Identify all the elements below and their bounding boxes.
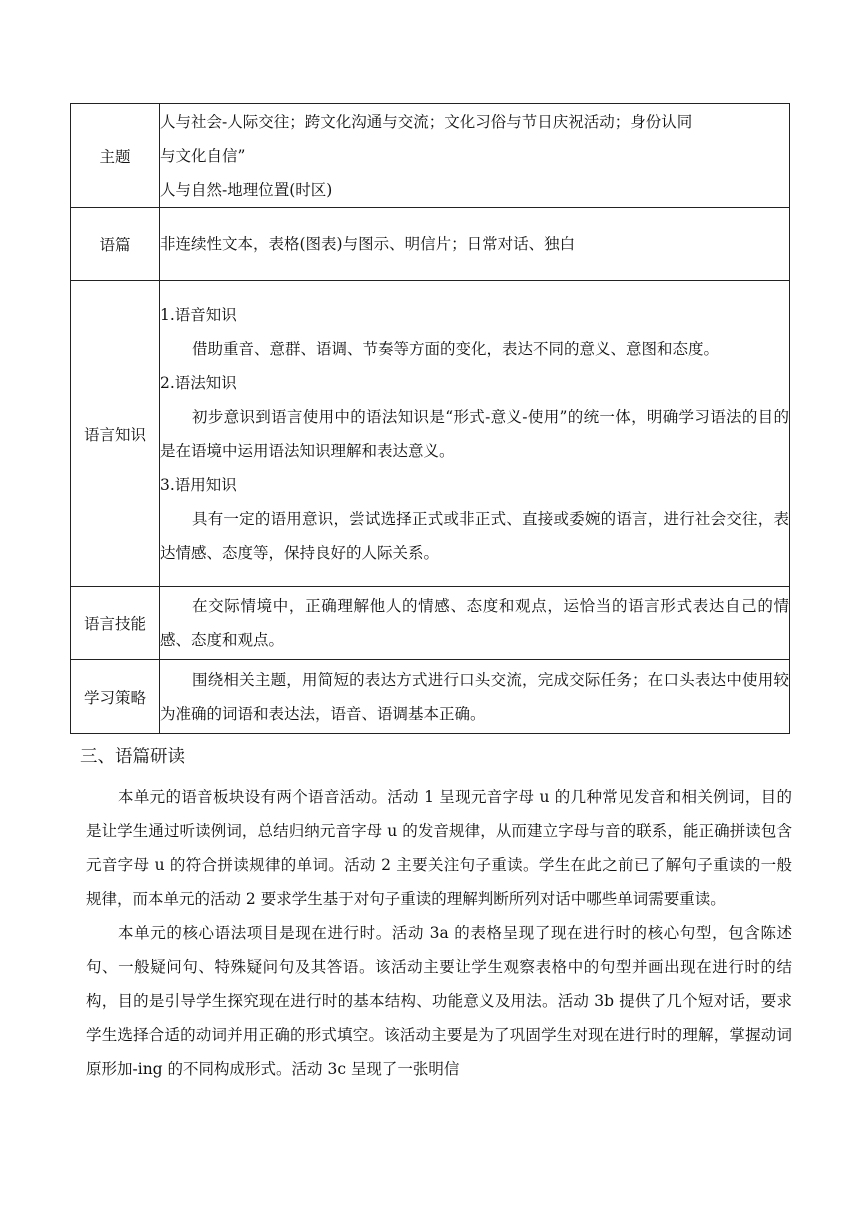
row-label-theme: 主题 [71, 104, 160, 208]
knowledge-text-phonetics: 借助重音、意群、语调、节奏等方面的变化，表达不同的意义、意图和态度。 [192, 339, 720, 358]
knowledge-content [160, 281, 790, 587]
table-row-knowledge [71, 281, 790, 587]
table-row-discourse [71, 208, 790, 281]
table-row-strategy [71, 660, 790, 734]
row-label-skills: 语言技能 [71, 587, 160, 660]
knowledge-heading-grammar: 2.语法知识 [160, 373, 237, 392]
skills-content [160, 587, 790, 660]
knowledge-text-grammar: 初步意识到语言使用中的语法知识是“形式-意义-使用”的统一体，明确学习语法的目的是在语境中运用语法知识理解和表达意义。 [160, 407, 789, 460]
theme-line-2: 与文化自信” [160, 146, 246, 165]
row-label-knowledge: 语言知识 [71, 281, 160, 587]
row-label-strategy: 学习策略 [71, 660, 160, 734]
section-heading: 三、语篇研读 [80, 747, 185, 767]
table-row-skills [71, 587, 790, 660]
knowledge-text-pragmatics: 具有一定的语用意识，尝试选择正式或非正式、直接或委婉的语言，进行社会交往，表达情感、态度等，保持良好的人际关系。 [160, 509, 789, 562]
skills-text: 在交际情境中，正确理解他人的情感、态度和观点，运恰当的语言形式表达自己的情感、态度和观点。 [160, 597, 789, 649]
section-body [86, 780, 792, 1086]
theme-line-1: 人与社会-人际交往；跨文化沟通与交流；文化习俗与节日庆祝活动；身份认同 [160, 112, 693, 131]
knowledge-heading-phonetics: 1.语音知识 [160, 305, 237, 324]
syllabus-table [70, 103, 790, 734]
table-row-theme [71, 104, 790, 208]
paragraph-grammar: 本单元的核心语法项目是现在进行时。活动 3a 的表格呈现了现在进行时的核心句型，包含陈述句、一般疑问句、特殊疑问句及其答语。该活动主要让学生观察表格中的句型并画出现在进行时的结构，目的是引导学生探究现在进行时的基本结构、功能意义及用法。活动 3b 提供了几个短对话，要求学生选择合适的动词并用正确的形式填空。该活动主要是为了巩固学生对现在进行时的理解，掌握动词原形加-ing 的不同构成形式。活动 3c 呈现了一张明信 [86, 924, 792, 1078]
theme-line-3: 人与自然-地理位置(时区) [160, 180, 333, 199]
discourse-text: 非连续性文本，表格(图表)与图示、明信片；日常对话、独白 [160, 235, 576, 253]
strategy-content [160, 660, 790, 734]
row-label-discourse: 语篇 [71, 208, 160, 281]
knowledge-heading-pragmatics: 3.语用知识 [160, 475, 237, 494]
paragraph-phonetics: 本单元的语音板块设有两个语音活动。活动 1 呈现元音字母 u 的几种常见发音和相关例词，目的是让学生通过听读例词，总结归纳元音字母 u 的发音规律，从而建立字母与音的联系，能正确拼读包含元音字母 u 的符合拼读规律的单词。活动 2 主要关注句子重读。学生在此之前已了解句子重读的一般规律，而本单元的活动 2 要求学生基于对句子重读的理解判断所列对话中哪些单词需要重读。 [86, 788, 792, 908]
discourse-content [160, 208, 790, 281]
strategy-text: 围绕相关主题，用简短的表达方式进行口头交流，完成交际任务；在口头表达中使用较为准确的词语和表达法，语音、语调基本正确。 [160, 670, 789, 723]
theme-content [160, 104, 790, 208]
